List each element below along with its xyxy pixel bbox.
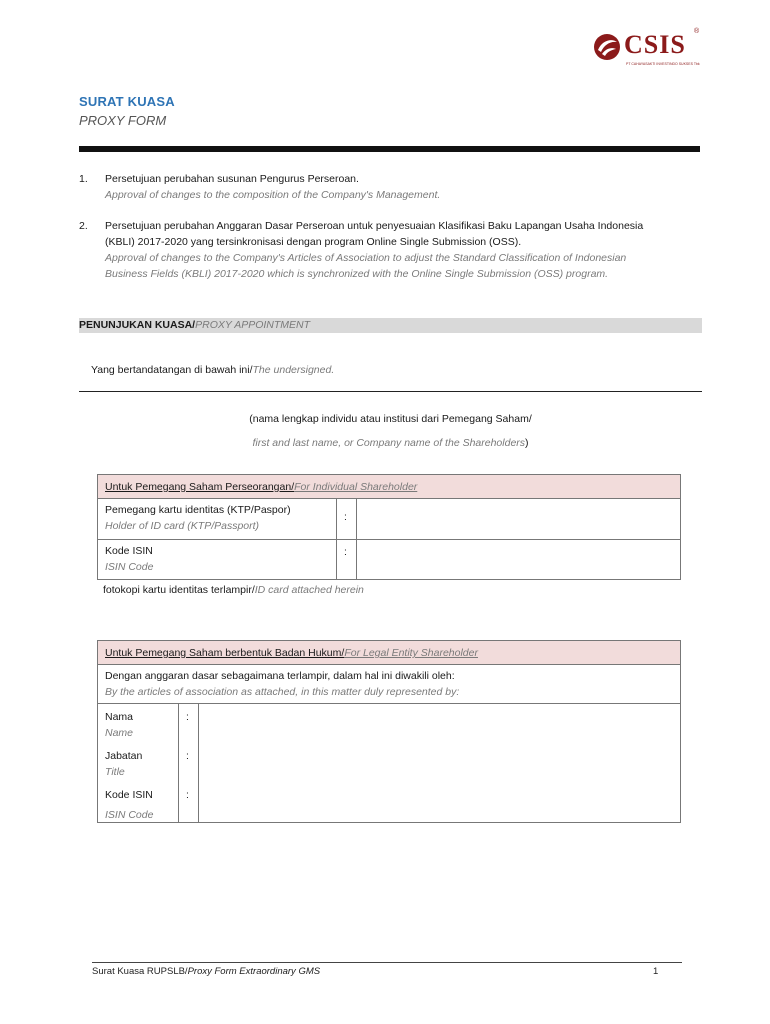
- logo-swoosh-icon: [592, 32, 622, 62]
- document-title: SURAT KUASA: [79, 94, 175, 109]
- legal-header-en: For Legal Entity Shareholder: [344, 647, 478, 659]
- page-number: 1: [653, 966, 659, 977]
- footer-text-id: Surat Kuasa RUPSLB/: [92, 966, 188, 977]
- signature-line[interactable]: [79, 391, 702, 392]
- representative-title-field[interactable]: [199, 743, 680, 783]
- representative-name-field[interactable]: [199, 704, 680, 743]
- legal-table-header: [97, 640, 681, 665]
- name-caption: [79, 411, 702, 451]
- row-label-en: ISIN Code: [105, 809, 154, 821]
- id-card-note-id: fotokopi kartu identitas terlampir/: [103, 584, 255, 596]
- logo-registered-mark: ®: [694, 28, 700, 35]
- legal-intro-id: Dengan anggaran dasar sebagaimana terlampir, dalam hal ini diwakili oleh:: [105, 670, 455, 682]
- row-colon: :: [344, 511, 347, 523]
- table-row: [105, 787, 153, 823]
- row-label-id: Jabatan: [105, 750, 143, 762]
- individual-isin-field[interactable]: [357, 540, 680, 579]
- row-label-id: Kode ISIN: [105, 545, 153, 557]
- individual-header-id: Untuk Pemegang Saham Perseorangan/: [105, 481, 295, 493]
- individual-table-header: [97, 474, 681, 499]
- section-title-en: PROXY APPOINTMENT: [195, 319, 311, 331]
- title-divider: [79, 146, 700, 152]
- individual-shareholder-table: [97, 474, 681, 580]
- section-title-id: PENUNJUKAN KUASA/: [79, 319, 196, 331]
- row-colon: :: [186, 711, 189, 723]
- row-label-en: Name: [105, 727, 134, 739]
- document-subtitle: PROXY FORM: [79, 113, 167, 128]
- row-label-en: ISIN Code: [105, 561, 154, 573]
- id-card-note-en: ID card attached herein: [254, 584, 364, 596]
- agenda-text-en: Approval of changes to the composition of the Company's Management.: [105, 189, 441, 201]
- individual-header-en: For Individual Shareholder: [294, 481, 418, 493]
- table-row: [97, 540, 681, 580]
- agenda-text-id-line1: Persetujuan perubahan Anggaran Dasar Perseroan untuk penyesuaian Klasifikasi Baku Lapangan Usaha Indonesia: [105, 220, 644, 232]
- legal-intro-en: By the articles of association as attached, in this matter duly represented by:: [105, 686, 460, 698]
- logo-tagline: PT CAHAYASAKTI INVESTINDO SUKSES Tbk: [626, 62, 700, 66]
- table-row: [105, 709, 133, 741]
- company-logo: [590, 28, 702, 72]
- id-card-note: [103, 582, 364, 598]
- id-card-holder-field[interactable]: [357, 499, 680, 539]
- undersigned-text-en: The undersigned.: [252, 364, 335, 376]
- legal-header-id: Untuk Pemegang Saham berbentuk Badan Hukum/: [105, 647, 345, 659]
- row-label-id: Nama: [105, 711, 134, 723]
- footer-divider: [92, 962, 682, 963]
- agenda-text-en-line2: Business Fields (KBLI) 2017-2020 which is synchronized with the Online Single Submission (OSS) program.: [105, 268, 609, 280]
- table-row: [105, 748, 142, 780]
- row-label-en: Holder of ID card (KTP/Passport): [105, 520, 260, 532]
- legal-isin-field[interactable]: [199, 783, 680, 823]
- name-caption-id: (nama lengkap individu atau institusi dari Pemegang Saham/: [249, 413, 532, 425]
- row-colon: :: [344, 546, 347, 558]
- logo-text: CSIS: [624, 30, 686, 59]
- footer-text-en: Proxy Form Extraordinary GMS: [187, 966, 321, 977]
- legal-intro-row: [97, 665, 681, 704]
- section-header-proxy-appointment: [79, 318, 702, 333]
- name-caption-en: first and last name, or Company name of the Shareholders: [252, 437, 526, 449]
- agenda-number: 2.: [79, 220, 88, 232]
- undersigned-label: [91, 362, 334, 378]
- footer-label: [92, 966, 320, 977]
- row-label-id: Pemegang kartu identitas (KTP/Paspor): [105, 504, 291, 516]
- row-colon: :: [186, 789, 189, 801]
- agenda-number: 1.: [79, 173, 88, 185]
- agenda-text-id-line2: (KBLI) 2017-2020 yang tersinkronisasi dengan program Online Single Submission (OSS).: [105, 236, 522, 248]
- agenda-text-id: Persetujuan perubahan susunan Pengurus Perseroan.: [105, 173, 359, 185]
- agenda-text-en-line1: Approval of changes to the Company's Articles of Association to adjust the Standard Classification of Indonesian: [105, 252, 627, 264]
- table-row: [97, 499, 681, 540]
- legal-entity-table: [97, 640, 681, 823]
- row-colon: :: [186, 750, 189, 762]
- row-label-en: Title: [105, 766, 125, 778]
- row-label-id: Kode ISIN: [105, 789, 153, 801]
- undersigned-text-id: Yang bertandatangan di bawah ini/: [91, 364, 253, 376]
- legal-fields: [97, 704, 681, 823]
- agenda-item-2: [79, 218, 719, 282]
- agenda-item-1: [79, 171, 699, 203]
- name-caption-close: ): [525, 437, 529, 449]
